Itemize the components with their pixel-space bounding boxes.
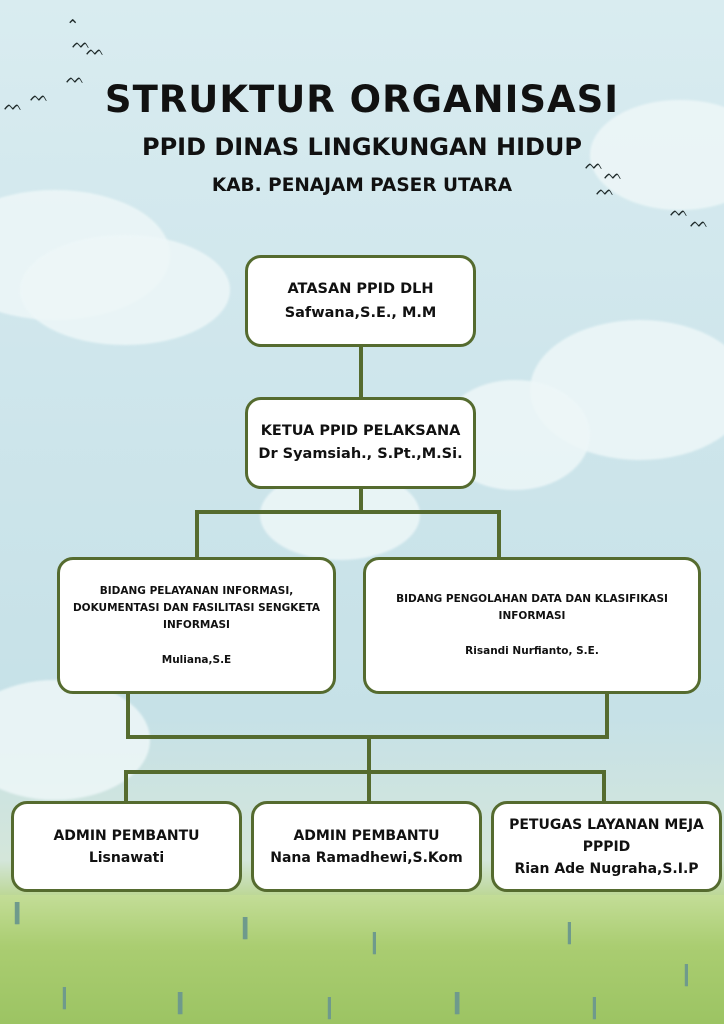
node-bidang-pelayanan-role-3: INFORMASI xyxy=(163,618,230,631)
node-atasan-name: Safwana,S.E., M.M xyxy=(284,305,437,321)
node-admin-2-name: Nana Ramadhewi,S.Kom xyxy=(270,849,463,866)
grass-tuft-icon: ||| xyxy=(452,990,457,1015)
node-ketua-name: Dr Syamsiah., S.Pt.,M.Si. xyxy=(258,446,463,462)
node-atasan-role: ATASAN PPID DLH xyxy=(287,281,434,297)
node-bidang-pengolahan-role-2: INFORMASI xyxy=(498,610,566,622)
bird-icon: ᨓ xyxy=(86,40,106,59)
bird-icon: ᨓ xyxy=(4,95,24,114)
node-admin-1 xyxy=(11,801,242,892)
grass-tuft-icon: || xyxy=(565,920,568,945)
node-bidang-pelayanan xyxy=(57,557,336,694)
grass-tuft-icon: ||| xyxy=(175,990,180,1015)
node-petugas xyxy=(491,801,722,892)
page-title: STRUKTUR ORGANISASI xyxy=(104,78,620,121)
node-bidang-pengolahan-name: Risandi Nurfianto, S.E. xyxy=(465,645,599,657)
node-petugas-name: Rian Ade Nugraha,S.I.P xyxy=(514,860,699,877)
grass-tuft-icon: || xyxy=(60,985,63,1010)
bird-icon: ⌃ xyxy=(66,16,80,35)
bird-icon: ᨓ xyxy=(596,180,616,199)
node-petugas-role-1: PETUGAS LAYANAN MEJA xyxy=(509,816,704,833)
page-subtitle: PPID DINAS LINGKUNGAN HIDUP xyxy=(141,133,583,161)
bird-icon: ᨓ xyxy=(72,33,92,52)
node-admin-2-role: ADMIN PEMBANTU xyxy=(293,827,440,844)
node-bidang-pelayanan-name: Muliana,S.E xyxy=(161,653,232,666)
node-admin-1-role: ADMIN PEMBANTU xyxy=(53,827,200,844)
node-ketua-role: KETUA PPID PELAKSANA xyxy=(260,423,461,439)
node-petugas-role-2: PPPID xyxy=(582,838,631,855)
node-bidang-pengolahan-role-1: BIDANG PENGOLAHAN DATA DAN KLASIFIKASI xyxy=(396,593,668,605)
bird-icon: ᨓ xyxy=(585,154,605,173)
node-atasan xyxy=(245,255,476,347)
page-region: KAB. PENAJAM PASER UTARA xyxy=(211,175,513,196)
node-admin-2 xyxy=(251,801,482,892)
grass-tuft-icon: ||| xyxy=(12,900,17,925)
grass-tuft-icon: ||| xyxy=(240,915,245,940)
node-bidang-pelayanan-role-2: DOKUMENTASI DAN FASILITASI SENGKETA xyxy=(72,601,321,614)
bird-icon: ᨓ xyxy=(30,86,50,105)
node-bidang-pelayanan-role-1: BIDANG PELAYANAN INFORMASI, xyxy=(99,584,294,597)
grass-tuft-icon: || xyxy=(325,995,328,1020)
bird-icon: ᨓ xyxy=(670,201,690,220)
grass-tuft-icon: || xyxy=(590,995,593,1020)
bird-icon: ᨓ xyxy=(690,212,710,231)
grass-tuft-icon: || xyxy=(682,962,685,987)
bird-icon: ᨓ xyxy=(66,68,86,87)
grass-tuft-icon: || xyxy=(370,930,373,955)
node-bidang-pengolahan xyxy=(363,557,701,694)
node-ketua xyxy=(245,397,476,489)
node-admin-1-name: Lisnawati xyxy=(88,849,165,866)
bird-icon: ᨓ xyxy=(604,164,624,183)
